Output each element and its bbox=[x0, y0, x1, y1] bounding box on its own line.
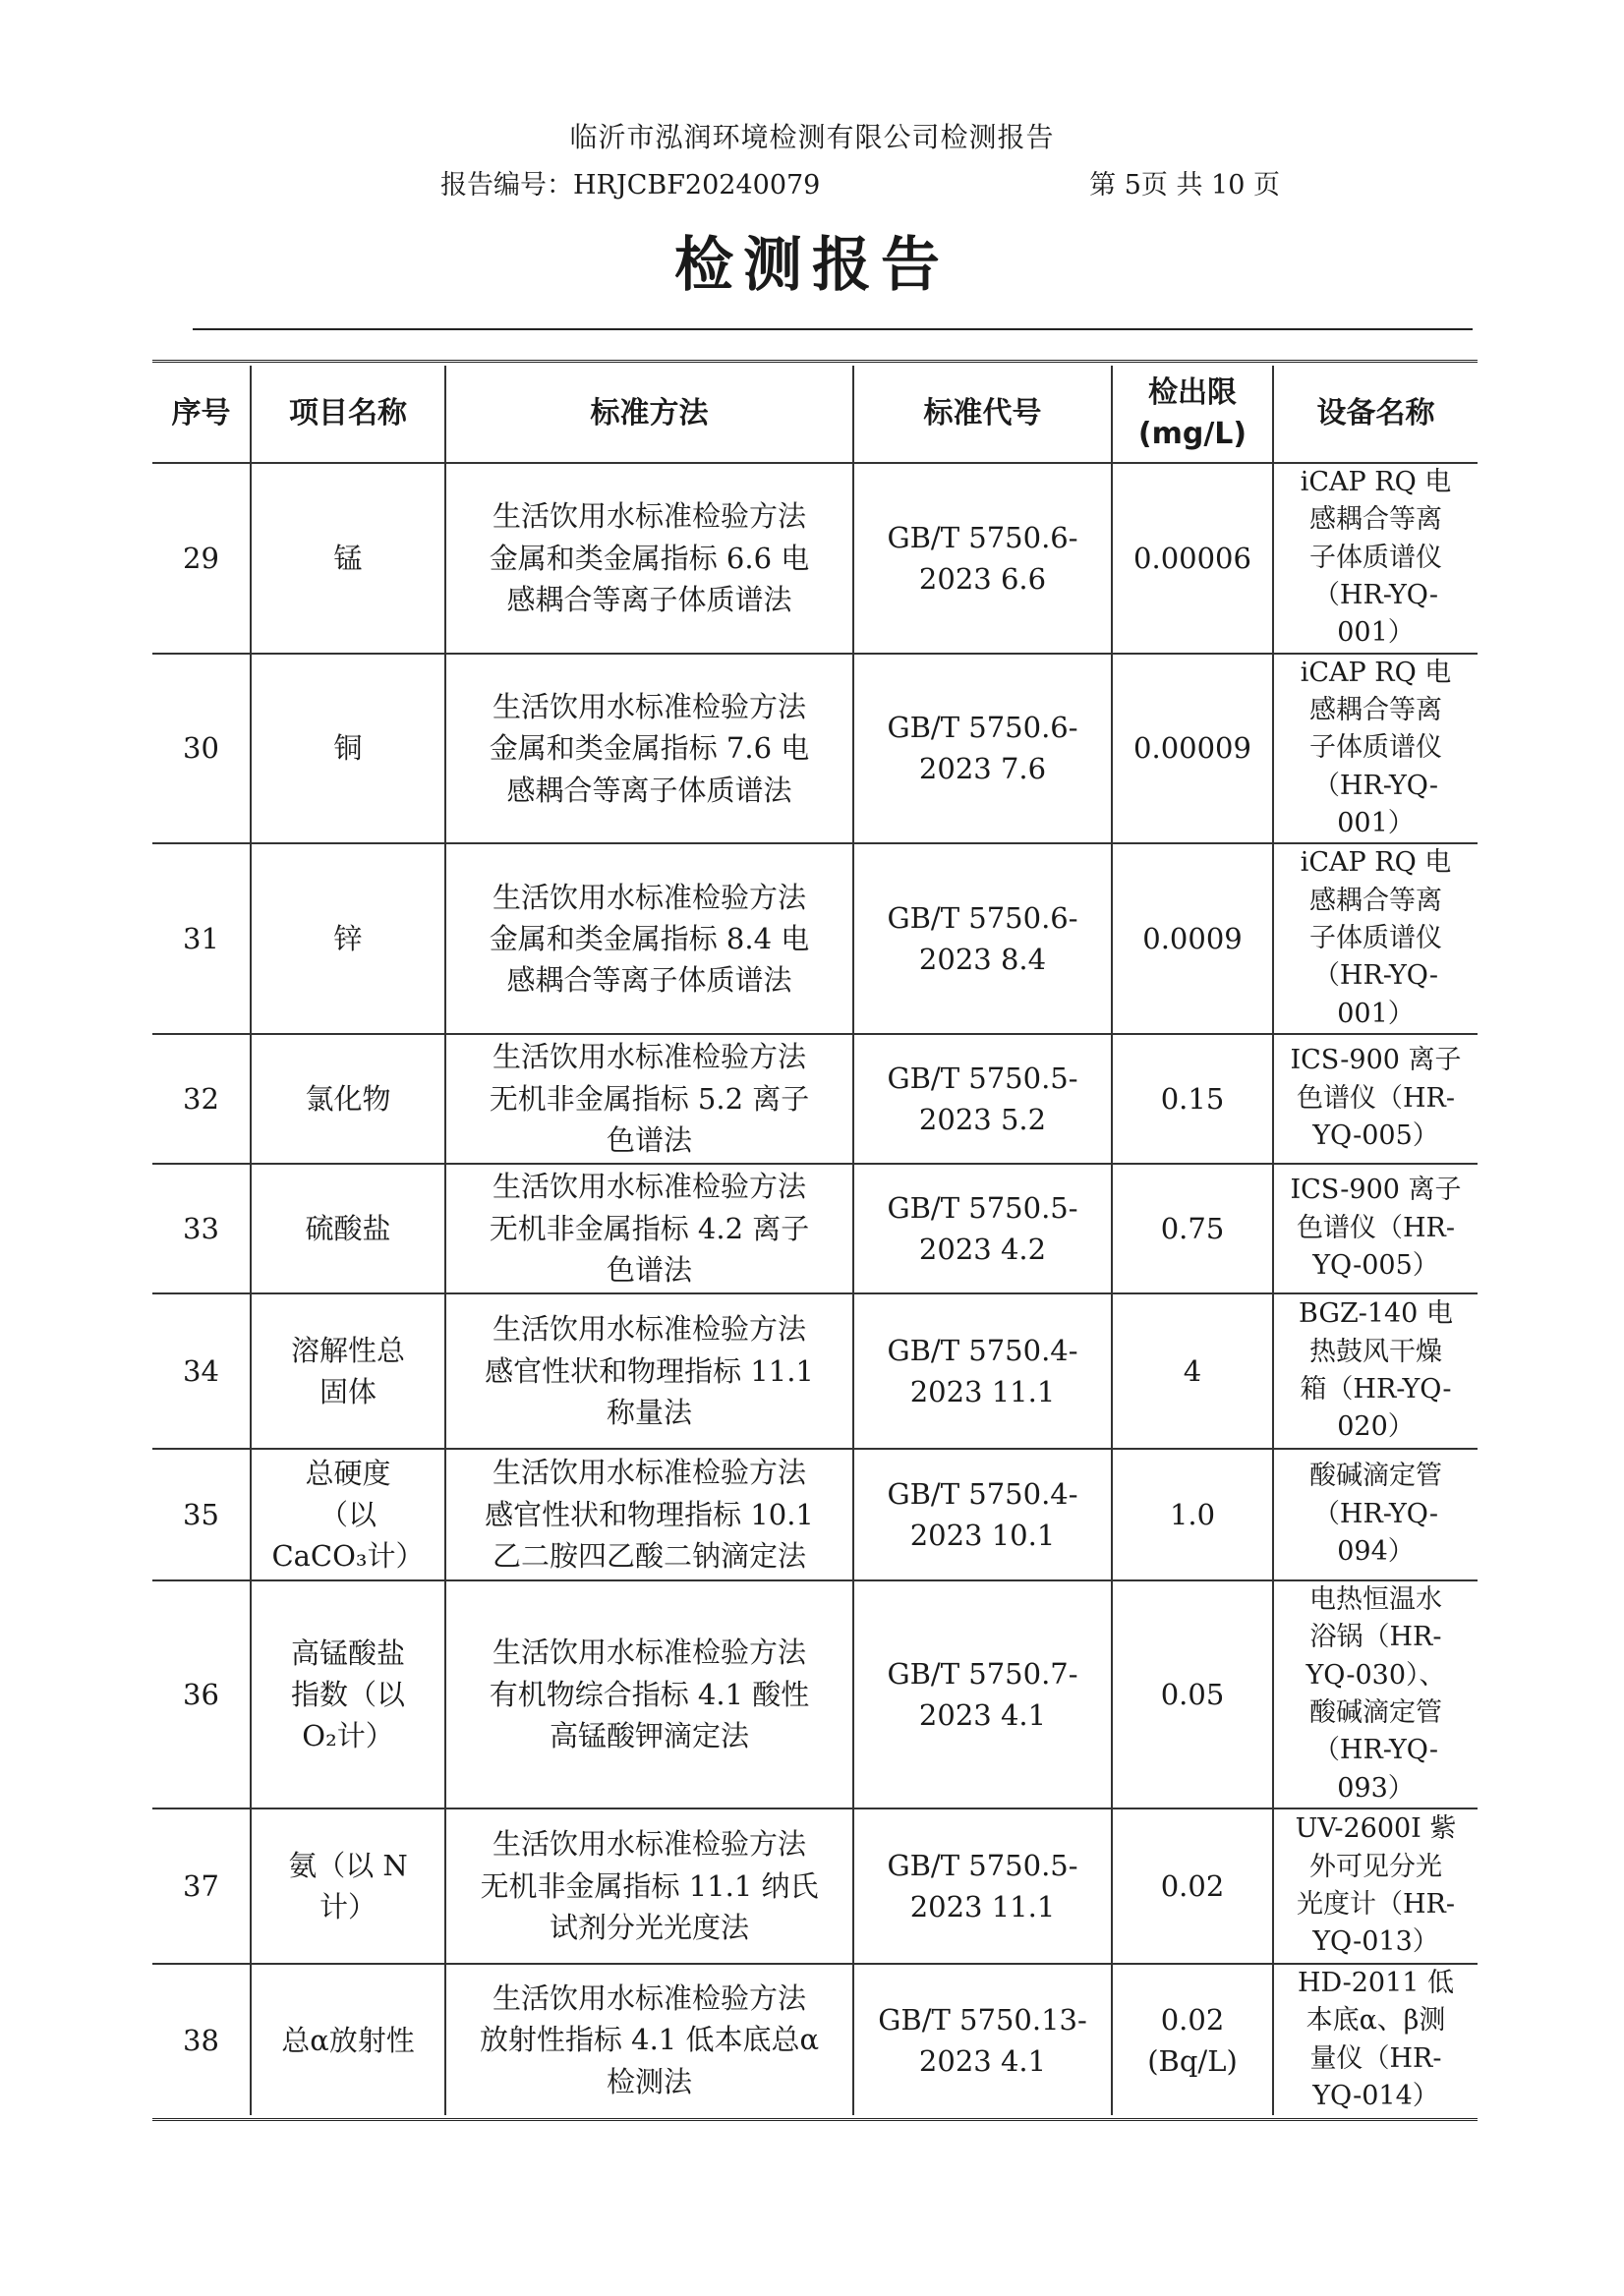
cell-detection-limit: 0.00006 bbox=[1112, 463, 1273, 654]
cell-detection-limit: 1.0 bbox=[1112, 1449, 1273, 1580]
company-report-header: 临沂市泓润环境检测有限公司检测报告 bbox=[569, 121, 1055, 153]
cell-equipment-name: 电热恒温水 浴锅（HR- YQ-030）、 酸碱滴定管 （HR-YQ- 093） bbox=[1273, 1580, 1478, 1808]
cell-standard-code: GB/T 5750.4- 2023 10.1 bbox=[853, 1449, 1112, 1580]
table-row bbox=[152, 1293, 1478, 1449]
cell-row-number: 38 bbox=[152, 1964, 251, 2115]
table-row bbox=[152, 463, 1478, 654]
cell-row-number: 35 bbox=[152, 1449, 251, 1580]
cell-item-name: 总α放射性 bbox=[251, 1964, 445, 2115]
cell-item-name: 硫酸盐 bbox=[251, 1164, 445, 1293]
cell-item-name: 高锰酸盐 指数（以 O₂计） bbox=[251, 1580, 445, 1808]
cell-equipment-name: iCAP RQ 电 感耦合等离 子体质谱仪 （HR-YQ- 001） bbox=[1273, 843, 1478, 1034]
cell-row-number: 34 bbox=[152, 1293, 251, 1449]
header-no: 序号 bbox=[152, 366, 251, 463]
cell-standard-code: GB/T 5750.7- 2023 4.1 bbox=[853, 1580, 1112, 1808]
cell-item-name: 锰 bbox=[251, 463, 445, 654]
cell-detection-limit: 0.02 bbox=[1112, 1808, 1273, 1964]
cell-row-number: 29 bbox=[152, 463, 251, 654]
cell-row-number: 36 bbox=[152, 1580, 251, 1808]
table-body bbox=[152, 463, 1478, 2115]
cell-equipment-name: BGZ-140 电 热鼓风干燥 箱（HR-YQ- 020） bbox=[1273, 1293, 1478, 1449]
cell-standard-method: 生活饮用水标准检验方法 金属和类金属指标 8.4 电 感耦合等离子体质谱法 bbox=[445, 843, 853, 1034]
table-row bbox=[152, 843, 1478, 1034]
cell-equipment-name: iCAP RQ 电 感耦合等离 子体质谱仪 （HR-YQ- 001） bbox=[1273, 463, 1478, 654]
cell-item-name: 溶解性总 固体 bbox=[251, 1293, 445, 1449]
cell-item-name: 铜 bbox=[251, 654, 445, 844]
cell-standard-code: GB/T 5750.5- 2023 5.2 bbox=[853, 1034, 1112, 1164]
table-header-row bbox=[152, 366, 1478, 463]
header-standard-method: 标准方法 bbox=[445, 366, 853, 463]
cell-standard-method: 生活饮用水标准检验方法 感官性状和物理指标 10.1 乙二胺四乙酸二钠滴定法 bbox=[445, 1449, 853, 1580]
cell-equipment-name: UV-2600I 紫 外可见分光 光度计（HR- YQ-013） bbox=[1273, 1808, 1478, 1964]
cell-item-name: 锌 bbox=[251, 843, 445, 1034]
cell-standard-code: GB/T 5750.5- 2023 11.1 bbox=[853, 1808, 1112, 1964]
cell-detection-limit: 0.15 bbox=[1112, 1034, 1273, 1164]
cell-detection-limit: 0.0009 bbox=[1112, 843, 1273, 1034]
cell-standard-method: 生活饮用水标准检验方法 有机物综合指标 4.1 酸性 高锰酸钾滴定法 bbox=[445, 1580, 853, 1808]
table-row bbox=[152, 1580, 1478, 1808]
table-row bbox=[152, 654, 1478, 844]
cell-row-number: 32 bbox=[152, 1034, 251, 1164]
cell-standard-method: 生活饮用水标准检验方法 金属和类金属指标 6.6 电 感耦合等离子体质谱法 bbox=[445, 463, 853, 654]
cell-standard-code: GB/T 5750.6- 2023 8.4 bbox=[853, 843, 1112, 1034]
header-equipment-name: 设备名称 bbox=[1273, 366, 1478, 463]
cell-standard-method: 生活饮用水标准检验方法 无机非金属指标 5.2 离子 色谱法 bbox=[445, 1034, 853, 1164]
page-info: 第 5页 共 10 页 bbox=[1089, 170, 1280, 201]
cell-detection-limit: 4 bbox=[1112, 1293, 1273, 1449]
cell-row-number: 37 bbox=[152, 1808, 251, 1964]
header-detection-limit: 检出限 (mg/L) bbox=[1112, 366, 1273, 463]
cell-standard-code: GB/T 5750.13- 2023 4.1 bbox=[853, 1964, 1112, 2115]
cell-row-number: 31 bbox=[152, 843, 251, 1034]
cell-standard-method: 生活饮用水标准检验方法 无机非金属指标 4.2 离子 色谱法 bbox=[445, 1164, 853, 1293]
header-item-name: 项目名称 bbox=[251, 366, 445, 463]
cell-equipment-name: HD-2011 低 本底α、β测 量仪（HR- YQ-014） bbox=[1273, 1964, 1478, 2115]
table-row bbox=[152, 1034, 1478, 1164]
cell-row-number: 33 bbox=[152, 1164, 251, 1293]
table-row bbox=[152, 1164, 1478, 1293]
cell-equipment-name: 酸碱滴定管 （HR-YQ- 094） bbox=[1273, 1449, 1478, 1580]
cell-standard-method: 生活饮用水标准检验方法 无机非金属指标 11.1 纳氏 试剂分光光度法 bbox=[445, 1808, 853, 1964]
table-row bbox=[152, 1964, 1478, 2115]
cell-item-name: 总硬度 （以 CaCO₃计） bbox=[251, 1449, 445, 1580]
header-standard-code: 标准代号 bbox=[853, 366, 1112, 463]
cell-equipment-name: ICS-900 离子 色谱仪（HR- YQ-005） bbox=[1273, 1164, 1478, 1293]
detection-method-table-frame bbox=[152, 360, 1478, 2121]
cell-item-name: 氨（以 N 计） bbox=[251, 1808, 445, 1964]
title-divider bbox=[193, 328, 1473, 330]
cell-standard-method: 生活饮用水标准检验方法 放射性指标 4.1 低本底总α 检测法 bbox=[445, 1964, 853, 2115]
cell-standard-code: GB/T 5750.6- 2023 6.6 bbox=[853, 463, 1112, 654]
table-row bbox=[152, 1808, 1478, 1964]
cell-standard-code: GB/T 5750.5- 2023 4.2 bbox=[853, 1164, 1112, 1293]
cell-item-name: 氯化物 bbox=[251, 1034, 445, 1164]
cell-standard-code: GB/T 5750.4- 2023 11.1 bbox=[853, 1293, 1112, 1449]
detection-method-table bbox=[152, 366, 1478, 2115]
cell-detection-limit: 0.00009 bbox=[1112, 654, 1273, 844]
table-row bbox=[152, 1449, 1478, 1580]
cell-detection-limit: 0.75 bbox=[1112, 1164, 1273, 1293]
report-number: 报告编号：HRJCBF20240079 bbox=[440, 170, 821, 201]
cell-equipment-name: iCAP RQ 电 感耦合等离 子体质谱仪 （HR-YQ- 001） bbox=[1273, 654, 1478, 844]
cell-equipment-name: ICS-900 离子 色谱仪（HR- YQ-005） bbox=[1273, 1034, 1478, 1164]
cell-detection-limit: 0.02 (Bq/L) bbox=[1112, 1964, 1273, 2115]
document-title: 检测报告 bbox=[674, 231, 950, 300]
cell-standard-method: 生活饮用水标准检验方法 感官性状和物理指标 11.1 称量法 bbox=[445, 1293, 853, 1449]
cell-standard-method: 生活饮用水标准检验方法 金属和类金属指标 7.6 电 感耦合等离子体质谱法 bbox=[445, 654, 853, 844]
cell-detection-limit: 0.05 bbox=[1112, 1580, 1273, 1808]
cell-row-number: 30 bbox=[152, 654, 251, 844]
cell-standard-code: GB/T 5750.6- 2023 7.6 bbox=[853, 654, 1112, 844]
